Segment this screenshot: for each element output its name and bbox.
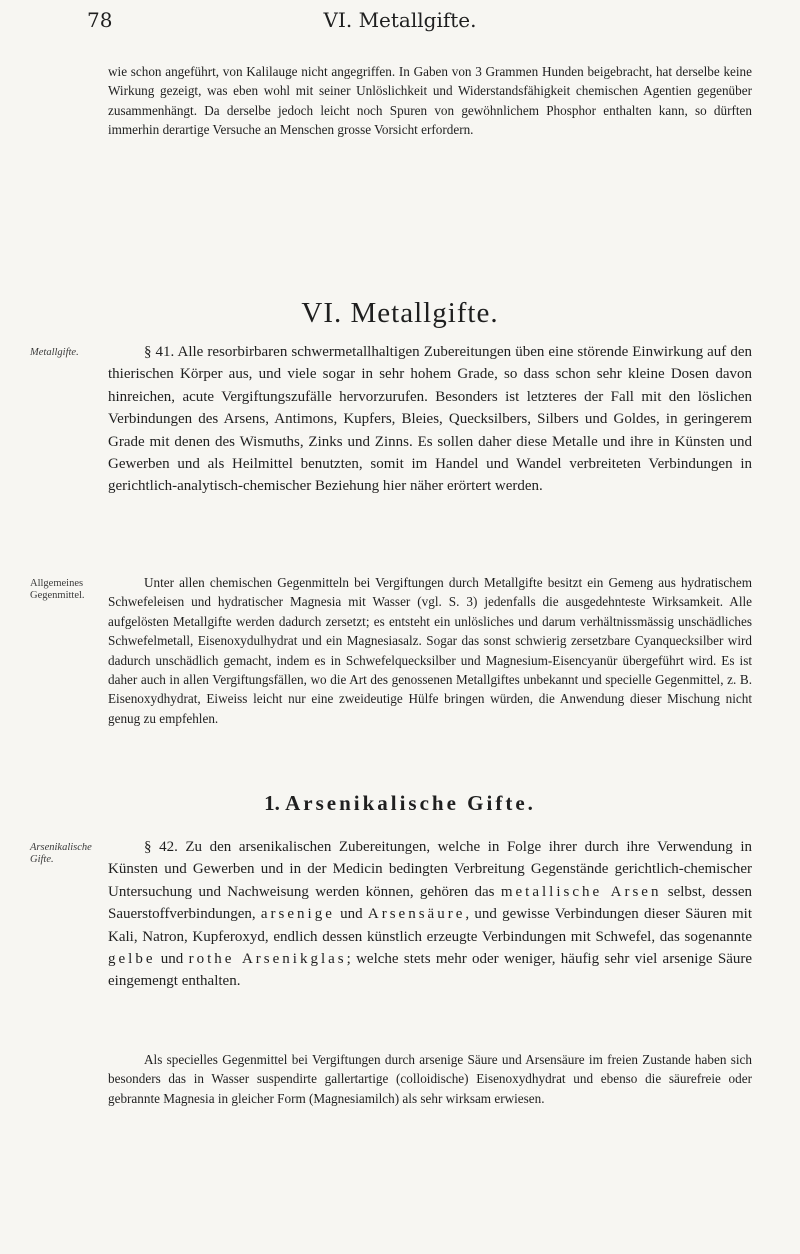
top-paragraph: wie schon angeführt, von Kalilauge nicht angegriffen. In Gaben von 3 Grammen Hunden beigebracht, hat derselbe keine Wirkung gezeigt, was eben wohl mit seiner Unlöslichkeit und Widerstandsfähigkeit chemischen Agentien gegenüber zusammenhängt. Da derselbe jedoch leicht noch Spuren von gewöhnlichem Phosphor enthalten kann, so dürften immerhin derartige Versuche an Menschen grosse Vorsicht erfordern.: [108, 64, 752, 138]
section-42-emphasis-arsenige: arsenige: [260, 906, 335, 923]
section-title: [0, 791, 800, 816]
section-42-emphasis-arsenikglas: rothe Arsenikglas: [188, 951, 347, 968]
gegenmittel-paragraph: Unter allen chemischen Gegenmitteln bei Vergiftungen durch Metallgifte besitzt ein Gemeng aus hydratischem Schwefeleisen und hydratischer Magnesia mit Wasser (vgl. S. 3) jedenfalls die ausgedehnteste Wirksamkeit. Alle aufgelösten Metallgifte werden dadurch zersetzt; es entsteht ein unlösliches und darum verhältnissmässig unschädliches Schwefelmetall, Eisenoxydulhydrat und ein Magnesiasalz. Sogar das sonst schwierig zersetzbare Cyanquecksilber wird dadurch unschädlich gemacht, indem es in Schwefelquecksilber und Magnesium-Eisencyanür übergeführt wird. Es ist daher auch in allen Vergiftungsfällen, wo die Art des genossenen Metallgiftes unbekannt und specielle Gegenmittel, z. B. Eisenoxydhydrat, Eiweiss leicht nur eine zweideutige Hülfe bringen würden, die Anwendung dieser Mischung nicht genug zu empfehlen.: [108, 575, 752, 726]
section-42-paragraph: [108, 836, 752, 993]
section-42-emphasis-arsensaeure: Arsensäure: [367, 906, 466, 923]
section-42-text-4: , und gewisse Verbindungen dieser Säuren mit Kali, Natron, Kupferoxyd, endlich dessen künstlich erzeugte Verbindungen mit Schwefel, das sogenannte: [108, 906, 753, 945]
margin-note-gegenmittel: Allgemeines Gegenmittel.: [30, 578, 85, 601]
section-42-text-3: und: [334, 906, 368, 923]
chapter-title: VI. Metallgifte.: [301, 297, 499, 329]
page-number: 78: [87, 8, 113, 32]
section-42-emphasis-gelbe: gelbe: [108, 951, 156, 968]
last-paragraph-block: [108, 1050, 752, 1108]
page-header: [0, 8, 800, 38]
top-paragraph-block: [108, 62, 752, 140]
section-42-block: [108, 836, 752, 993]
section-title-text: Arsenikalische Gifte.: [285, 791, 536, 815]
section-42-text-1: § 42. Zu den arsenikalischen Zubereitungen, welche in Folge ihrer durch ihre Verwendung in Künsten und Gewerben und in der Medicin bedingten Verbreitung Gegenstände gerichtlich-chemischer Untersuchung und Nachweisung werden können, gehören das: [108, 839, 752, 900]
running-head: VI. Metallgifte.: [323, 8, 477, 32]
section-42-text-5: und: [155, 951, 189, 968]
margin-note-metallgifte: Metallgifte.: [30, 347, 79, 358]
margin-note-arsenikalische: Arsenikalische Gifte.: [30, 842, 92, 865]
section-41-block: [108, 341, 752, 498]
section-41-paragraph: § 41. Alle resorbirbaren schwermetallhaltigen Zubereitungen üben eine störende Einwirkung auf den thierischen Körper aus, und viele sogar in sehr hohem Grade, so dass schon sehr kleine Dosen davon hinreichen, acute Vergiftungszufälle hervorzurufen. Besonders ist letzteres der Fall mit den löslichen Verbindungen des Arsens, Antimons, Kupfers, Bleies, Quecksilbers, Silbers und Goldes, in geringerem Grade mit denen des Wismuths, Zinks und Zinns. Es sollen daher diese Metalle und ihre in Künsten und Gewerben und als Heilmittel benutzten, somit im Handel und Wandel verbreiteten Verbindungen in gerichtlich-analytisch-chemischer Beziehung hier näher erörtert werden.: [108, 344, 752, 495]
section-42-text-2: selbst, dessen Sauerstoffverbindungen,: [108, 883, 752, 923]
gegenmittel-block: [108, 573, 752, 728]
section-42-text-6: ; welche stets mehr oder weniger, häufig sehr viel arsenige Säure eingemengt enthalten.: [108, 951, 753, 990]
section-42-emphasis-arsen: metallische Arsen: [500, 883, 662, 900]
last-paragraph: Als specielles Gegenmittel bei Vergiftungen durch arsenige Säure und Arsensäure im freien Zustande haben sich besonders das in Wasser suspendirte gallertartige (colloidische) Eisenoxydhydrat und ebenso die säurefreie oder gebrannte Magnesia in gleicher Form (Magnesiamilch) als sehr wirksam erwiesen.: [108, 1052, 752, 1106]
section-title-number: 1.: [264, 791, 280, 815]
